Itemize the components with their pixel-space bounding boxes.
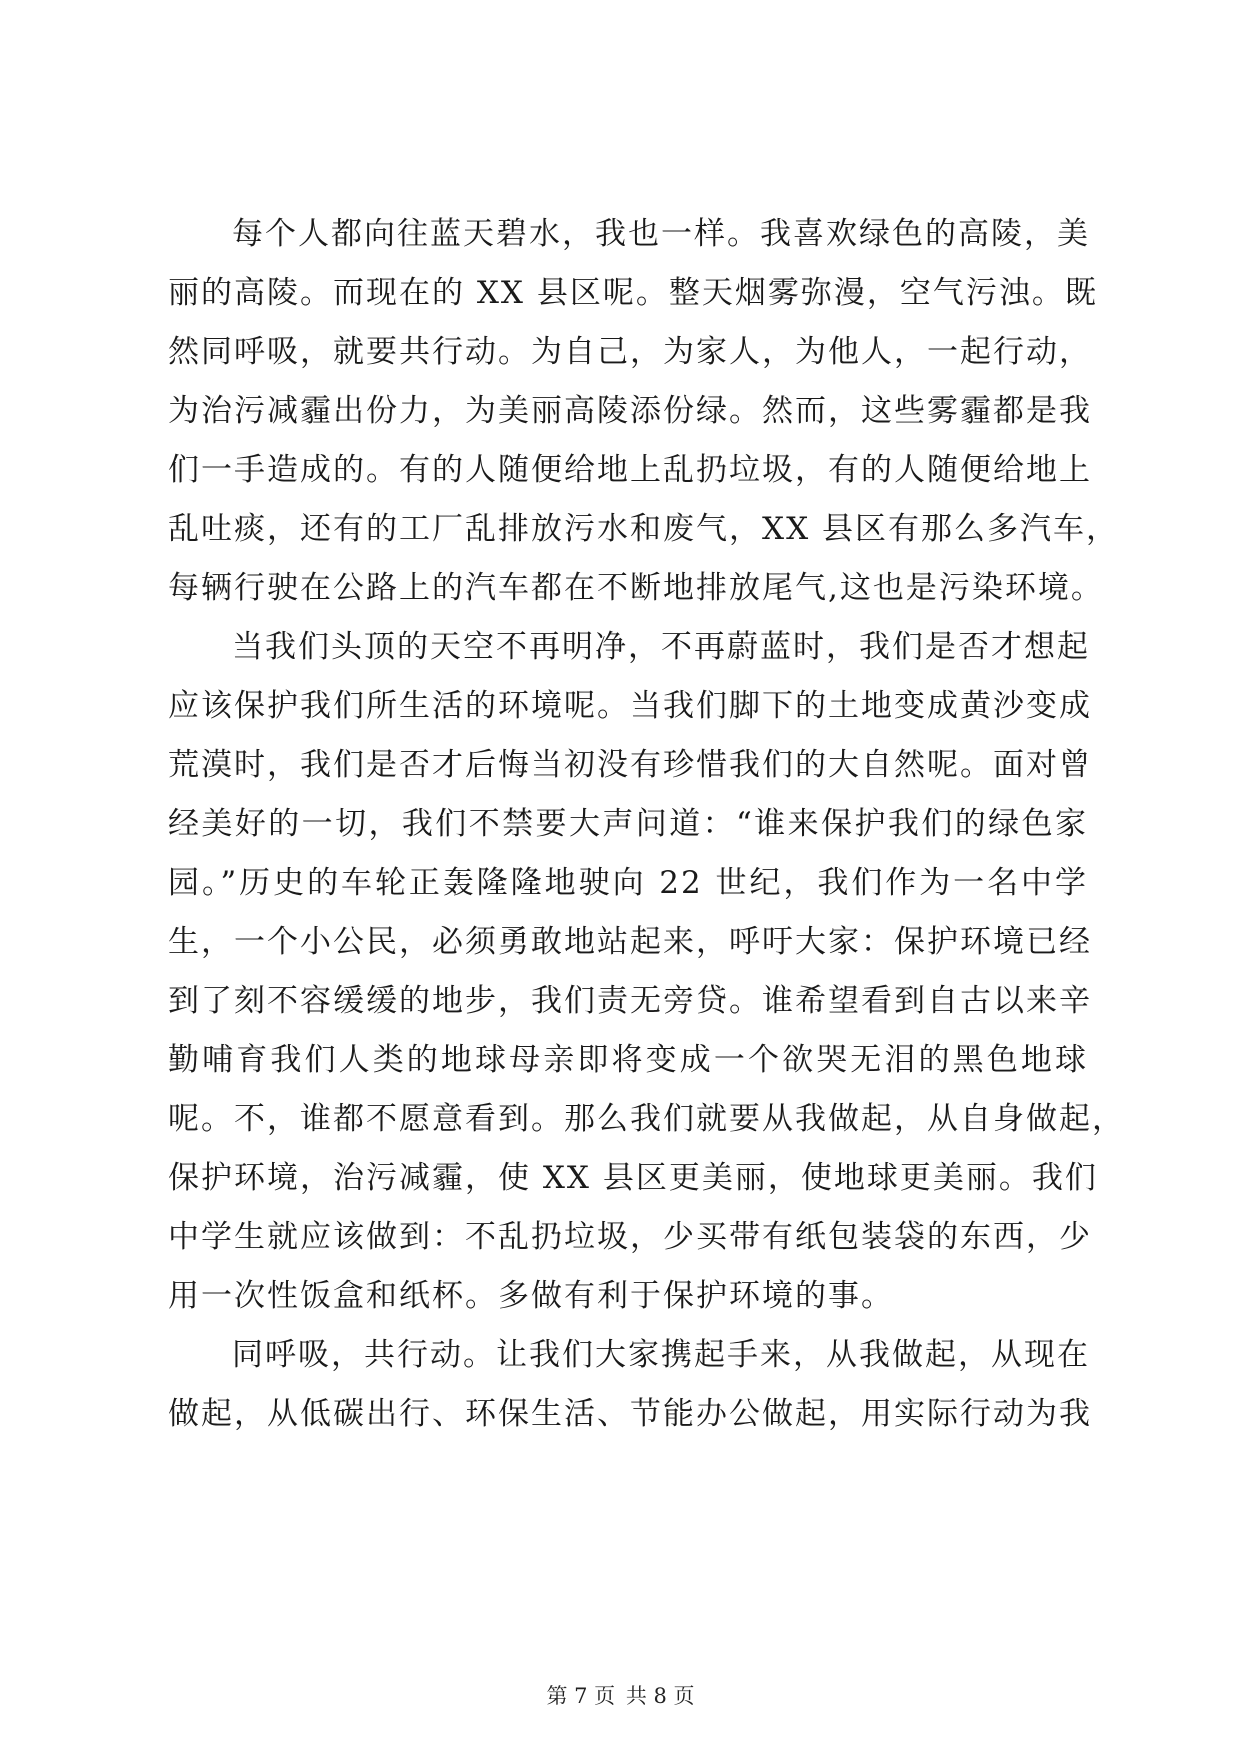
text-line: 们一手造成的。有的人随便给地上乱扔垃圾，有的人随便给地上 <box>168 452 1092 488</box>
text-line: 中学生就应该做到：不乱扔垃圾，少买带有纸包装袋的东西，少 <box>168 1219 1092 1255</box>
page-number: 第 7 页 <box>546 1684 616 1708</box>
text-line: 做起，从低碳出行、环保生活、节能办公做起，用实际行动为我 <box>168 1396 1092 1432</box>
text-line: 生，一个小公民，必须勇敢地站起来，呼吁大家：保护环境已经 <box>168 924 1092 960</box>
text-line: 丽的高陵。而现在的 XX 县区呢。整天烟雾弥漫，空气污浊。既 <box>168 275 1098 311</box>
text-line: 勤哺育我们人类的地球母亲即将变成一个欲哭无泪的黑色地球 <box>168 1042 1088 1078</box>
text-line: 园。”历史的车轮正轰隆隆地驶向 22 世纪，我们作为一名中学 <box>168 865 1088 901</box>
text-line: 到了刻不容缓缓的地步，我们责无旁贷。谁希望看到自古以来辛 <box>168 983 1092 1019</box>
text-line: 当我们头顶的天空不再明净，不再蔚蓝时，我们是否才想起 <box>232 629 1090 665</box>
text-line: 然同呼吸，就要共行动。为自己，为家人，为他人，一起行动， <box>168 334 1092 370</box>
page-footer <box>0 1682 1241 1710</box>
text-line: 乱吐痰，还有的工厂乱排放污水和废气，XX 县区有那么多汽车， <box>168 511 1119 547</box>
text-line: 经美好的一切，我们不禁要大声问道：“谁来保护我们的绿色家 <box>168 806 1088 842</box>
text-line: 应该保护我们所生活的环境呢。当我们脚下的土地变成黄沙变成 <box>168 688 1092 724</box>
text-line: 同呼吸，共行动。让我们大家携起手来，从我做起，从现在 <box>232 1337 1090 1373</box>
text-line: 为治污减霾出份力，为美丽高陵添份绿。然而，这些雾霾都是我 <box>168 393 1092 429</box>
text-line: 每辆行驶在公路上的汽车都在不断地排放尾气,这也是污染环境。 <box>168 570 1104 606</box>
page-total: 共 8 页 <box>625 1684 695 1708</box>
text-line: 用一次性饭盒和纸杯。多做有利于保护环境的事。 <box>168 1278 894 1314</box>
text-line: 保护环境，治污减霾，使 XX 县区更美丽，使地球更美丽。我们 <box>168 1160 1098 1196</box>
text-line: 荒漠时，我们是否才后悔当初没有珍惜我们的大自然呢。面对曾 <box>168 747 1092 783</box>
text-line: 每个人都向往蓝天碧水，我也一样。我喜欢绿色的高陵，美 <box>232 216 1090 252</box>
text-line: 呢。不，谁都不愿意看到。那么我们就要从我做起，从自身做起， <box>168 1101 1125 1137</box>
